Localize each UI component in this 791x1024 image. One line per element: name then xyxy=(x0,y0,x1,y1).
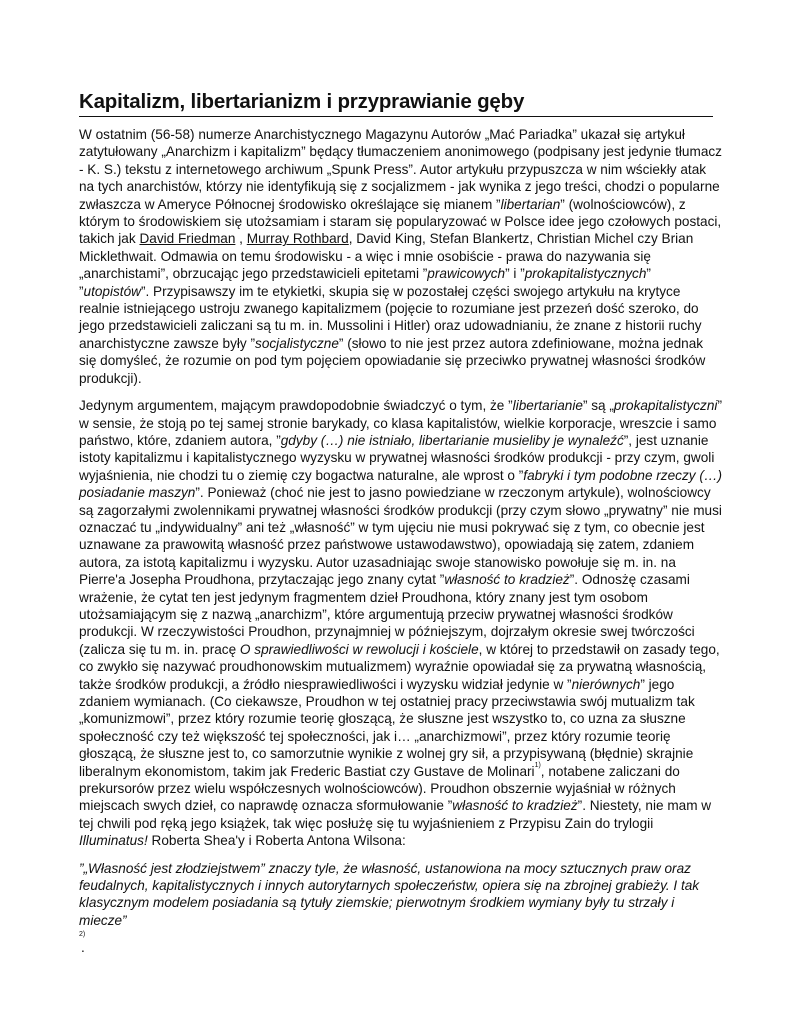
text-run: libertarian xyxy=(500,196,561,212)
text-run: własność to kradzież xyxy=(444,572,570,588)
page-title: Kapitalizm, libertarianizm i przyprawianie gęby xyxy=(79,89,713,117)
paragraph-2 xyxy=(79,397,724,850)
text-run: ” jego zdaniem wymianach. (Co ciekawsze, Proudhon w tej ostatniej pracy przeciwstawia swój mutualizm tak „komunizmowi”, przez który rozumie teorię głoszącą, że słuszne jest wszystko to, co uzna za słuszne społeczność czy też większość tej społeczności, jak i… „anarchizmowi”, przez który rozumie teorię głoszącą, że słuszne jest to, co samorzutnie wynikie z wolnej gry sił, a przypisywaną (błędnie) skrajnie liberalnym ekonomistom, takim jak Frederic Bastiat czy Gustave de Molinari xyxy=(79,676,695,779)
text-run: Illuminatus! xyxy=(79,833,148,849)
text-run: gdyby (…) nie istniało, libertarianie musieliby je wynaleźć xyxy=(280,432,624,448)
text-run: prawicowych xyxy=(427,266,506,282)
end-dot: . xyxy=(81,940,85,956)
text-run: ”. Ponieważ (choć nie jest to jasno powiedziane w rzeczonym artykule), wolnościowcy są zagorzałymi zwolennikami prywatnej własności środków produkcji (przy czym słowo „prywatny” nie musi oznaczać tu „indywidualny” ani też „własność” w tym ujęciu nie musi pokrywać się z tym, co obecnie jest uznawane za prawowitą własność przez państwowe ustawodawstwo), opowiadają się zatem, zdaniem autora, za istotą kapitalizmu i wyzysku. Autor uzasadniając swoje stanowisko powołuje się m. in. na Pierre'a Josepha Proudhona, przytaczając jego znany cytat ” xyxy=(79,485,722,588)
link-david-friedman[interactable]: David Friedman xyxy=(139,231,236,247)
text-run: ” (słowo to nie jest przez autora zdefiniowane, można jednak się domyśleć, że rozumie on pod tym pojęciem opowiadanie się przeciwko prywatnej własności środków produkcji). xyxy=(79,335,706,386)
text-run: O sprawiedliwości w rewolucji i kościele xyxy=(239,641,479,657)
text-run: nierównych xyxy=(571,676,641,692)
text-run: ”, jest uznanie istoty kapitalizmu i kapitalistycznego wyzysku w prywatnej własności środków produkcji - przy czym, gwoli wyjaśnienia, nie chodzi tu o ziemię czy bogactwa naturalne, ale wprost o ” xyxy=(79,432,715,483)
text-run: prokapitalistycznych xyxy=(524,266,647,282)
quote-text: ”„Własność jest złodziejstwem” znaczy tyle, że własność, ustanowiona na mocy sztucznych praw oraz feudalnych, kapitalistycznych i innych autorytarnych społeczeństw, opiera się na zbrojnej grabieży. I tak klasycznym modelem posiadania są tytuły ziemskie; pierwotnym środkiem wymiany były tu strzały i miecze” xyxy=(79,860,700,928)
text-run: Jedynym argumentem, mającym prawdopodobnie świadczyć o tym, że ” xyxy=(79,398,513,414)
text-run: ”. Odnosżę czasami wrażenie, że cytat ten jest jedynym fragmentem dzieł Proudhona, który znany jest tym osobom utożsamiającym się z nazwą „anarchizm”, które argumentują przeciw prywatnej własności środków produkcji. W rzeczywistości Proudhon, przynajmniej w późniejszym, dojrzałym okresie swej twórczości (zalicza się tu m. in. pracę xyxy=(79,572,695,657)
text-run: W ostatnim (56-58) numerze Anarchistycznego Magazynu Autorów „Mać Pariadka” ukazał się artykuł zatytułowany „Anarchizm i kapitalizm” będący tłumaczeniem anonimowego (podpisany jest jedynie tłumacz - K. S.) tekstu z internetowego archiwum „Spunk Press”. Autor artykułu przypuszcza w nim wściekły atak na tych anarchistów, którzy nie identyfikują się z socjalizmem - jak wynika z jego treści, chodzi o popularne zwłaszcza w Ameryce Północnej środowisko określające się mianem ” xyxy=(79,127,722,212)
text-run: ”. Przypisawszy im te etykietki, skupia się w pozostałej części swojego artykułu na krytyce realnie istniejącego ustroju zwanego kapitalizmem (pojęcie to rozumiane jest przezeń dość szeroko, do jego przedstawicieli zaliczani są tu m. in. Mussolini i Hitler) oraz udowadnianiu, że znane z historii ruchy anarchistyczne zawsze były ” xyxy=(79,283,702,351)
text-run: ” i ” xyxy=(505,266,525,282)
text-run: Roberta Shea'y i Roberta Antona Wilsona: xyxy=(147,833,406,849)
footnote-ref-1[interactable]: 1) xyxy=(534,761,541,769)
text-run: , notabene zaliczani do prekursorów przez wielu współczesnych wolnościowców). Proudhon obszernie wyjaśniał w różnych miejscach swych dzieł, co naprawdę oznacza sformułowanie ” xyxy=(79,763,680,814)
text-run: libertarianie xyxy=(512,398,583,414)
block-quote xyxy=(79,860,724,957)
text-run: własność to kradzież xyxy=(452,798,578,814)
text-run: ” w sensie, że stoją po tej samej stronie barykady, co klasa kapitalistów, wielkie korporacje, wreszcie i samo państwo, które, zdaniem autora, ” xyxy=(79,398,722,448)
text-run: prokapitalistyczni xyxy=(613,398,718,414)
text-run: ” (wolnościowców), z którym to środowiskiem się utożsamiam i staram się popularyzować w Polsce idee jego czołowych postaci, takich jak xyxy=(79,196,722,247)
text-run: ”. Niestety, nie mam w tej chwili pod ręką jego książek, tak więc posłużę się tu wyjaśnieniem z Przypisu Zain do trylogii xyxy=(79,798,712,831)
text-run: , w której to przedstawił on zasady tego, co zwykło się nazywać proudhonowskim mutualizmem) wyraźnie opowiadał się za prywatną własnością, także środków produkcji, a źródło niesprawiedliwości i wyzysku widział jedynie w ” xyxy=(79,641,720,692)
text-run: ” ” xyxy=(79,266,651,299)
text-run: utopistów xyxy=(83,283,141,299)
article-body xyxy=(79,126,724,957)
text-run: , xyxy=(235,231,247,247)
paragraph-1 xyxy=(79,126,724,387)
link-murray-rothbard[interactable]: Murray Rothbard xyxy=(246,231,349,247)
text-run: , David King, Stefan Blankertz, Christian Michel czy Brian Micklethwait. Odmawia on temu środowisku - a więc i mnie osobiście - prawa do nazywania się „anarchistami”, obrzucając jego przedstawicieli epitetami ” xyxy=(79,231,694,282)
footnote-ref-2[interactable]: 2) xyxy=(79,931,86,939)
text-run: ” są „ xyxy=(582,398,614,414)
text-run: socjalistyczne xyxy=(255,335,339,351)
text-run: fabryki i tym podobne rzeczy (…) posiadanie maszyn xyxy=(79,467,722,501)
